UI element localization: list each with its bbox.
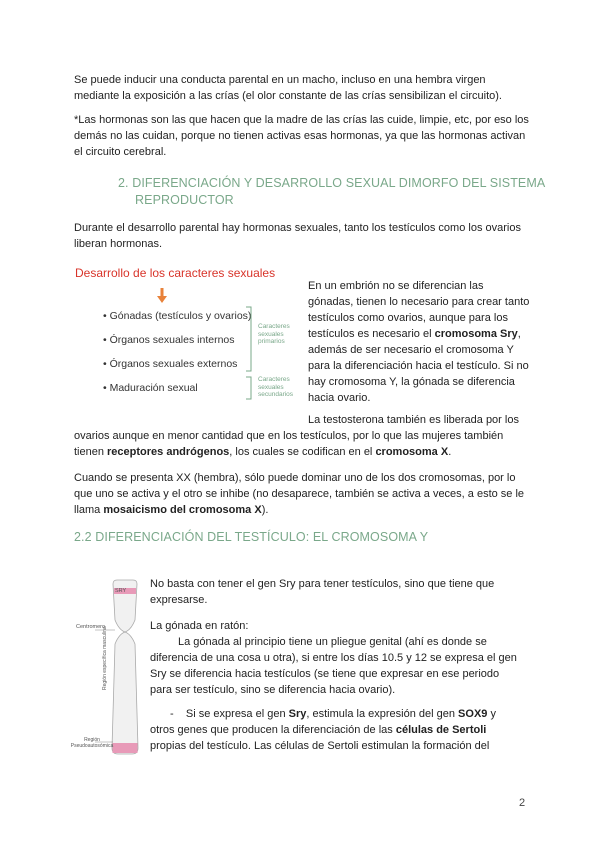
intro-paragraph-2: *Las hormonas son las que hacen que la madre de las crías las cuide, limpie, etc, por eso los demás no las cuidan, porque no tienen activas esas hormonas, ya que las hormonas activan el circuito cerebral. [74,114,529,158]
page-number: 2 [519,797,526,809]
testosterone-paragraph: La testosterona también es liberada por los ovarios aunque en menor cantidad que en los testículos, por lo que las mujeres también tienen receptores andrógenos, los cuales se codifican en el cromosoma X. [74,414,519,458]
mouse-gonad-paragraph: La gónada al principio tiene un pliegue genital (ahí es donde se diferencia de una cosa u otra), si entre los días 10.5 y 12 se expresa el gen Sry se diferencia hacia testículos (se tiene que expresar en ese periodo para ser testículo, sino se diferencia hacia ovario). [150,636,517,696]
intro-paragraph-1: Se puede inducir una conducta parental en un macho, incluso en una hembra virgen mediante la exposición a las crías (el olor constante de las crías sensibilizan el circuito). [74,74,502,102]
centromere-label: Centromero [76,624,106,630]
sry-label: SRY [115,588,127,594]
section-2-2-heading: 2.2 DIFERENCIACIÓN DEL TESTÍCULO: EL CROMOSOMA Y [74,530,429,544]
list-item-sexual-maturation: • Maduración sexual [103,382,198,394]
down-arrow-icon [157,288,167,304]
primary-bracket [245,306,255,372]
pseudoautosomal-region-label: Región Pseudoautosómica [70,737,114,749]
sry-expression-paragraph: No basta con tener el gen Sry para tener testículos, sino que tiene que expresarse. [150,578,495,606]
sox9-paragraph: - Si se expresa el gen Sry, estimula la expresión del gen SOX9 y otros genes que producen la diferenciación de las células de Sertoli propias del testículo. Las células de Sertoli estimulan la formación del [150,708,496,752]
section-2-heading-line-1: 2. DIFERENCIACIÓN Y DESARROLLO SEXUAL DIMORFO DEL SISTEMA [118,176,546,190]
bullet-dash: - [170,708,174,720]
section-2-paragraph: Durante el desarrollo parental hay hormonas sexuales, tanto los testículos como los ovarios liberan hormonas. [74,222,521,250]
secondary-bracket [245,376,255,400]
mouse-gonad-label: La gónada en ratón: [150,620,249,632]
primary-characters-label: Caracteres sexuales primarios [258,323,290,345]
list-item-internal-organs: • Órganos sexuales internos [103,334,235,346]
list-item-external-organs: • Órganos sexuales externos [103,358,238,370]
embryo-paragraph: En un embrión no se diferencian las gónadas, tienen lo necesario para crear tanto testículos como ovarios, aunque para los testículos es necesario el cromosoma Sry, además de ser necesario el cromosoma Y para la diferenciación hacia el testículo. Si no hay cromosoma Y, la gónada se diferencia hacia ovario. [308,280,530,404]
figure-title: Desarrollo de los caracteres sexuales [75,266,276,280]
list-item-gonads: • Gónadas (testículos y ovarios) [103,310,252,322]
male-specific-region-label: Región específica masculina [102,626,108,690]
secondary-characters-label: Caracteres sexuales secundarios [258,376,294,398]
xx-paragraph: Cuando se presenta XX (hembra), sólo puede dominar uno de los dos cromosomas, por lo que uno se activa y el otro se inhibe (no desaparece, también se activa a veces, a esto se le llama mosaicismo del cromosoma X). [74,472,525,516]
section-2-heading-line-2: REPRODUCTOR [135,193,234,207]
